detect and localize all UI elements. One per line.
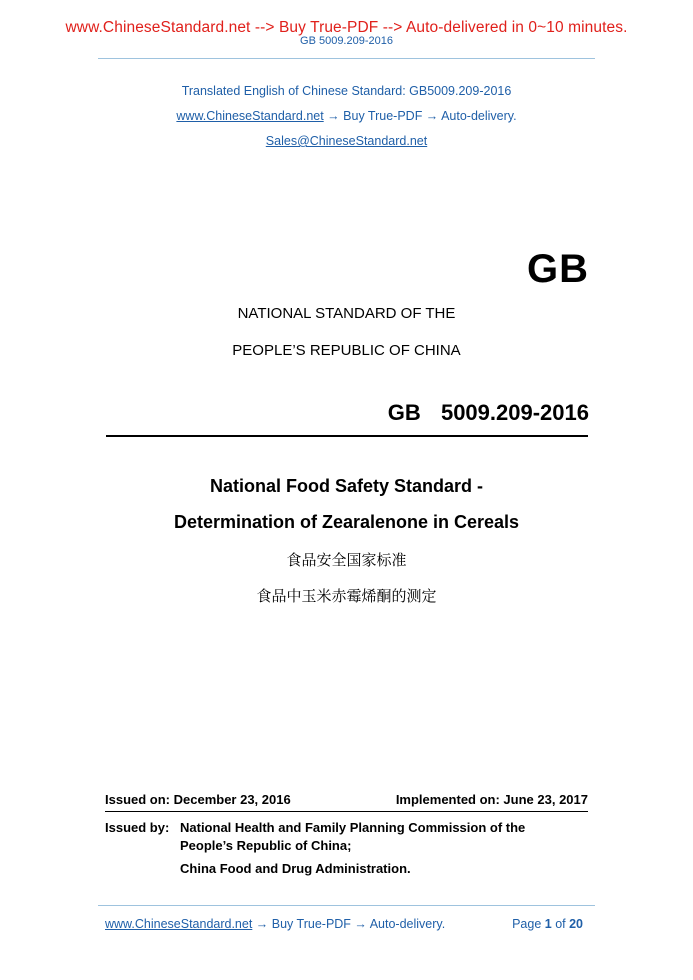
issued-on-date: Issued on: December 23, 2016 [105,792,291,807]
translation-note: Translated English of Chinese Standard: GB5009.209-2016 [181,84,512,98]
page-indicator [512,917,583,931]
national-standard-line1: NATIONAL STANDARD OF THE [237,305,456,322]
standard-number: GB 5009.209-2016 [387,400,589,425]
implemented-on-date: Implemented on: June 23, 2017 [395,792,588,807]
sales-line [0,134,693,148]
national-standard-line2: PEOPLE’S REPUBLIC OF CHINA [232,342,461,359]
top-banner[interactable]: www.ChineseStandard.net --> Buy True-PDF --> Auto-delivered in 0~10 minutes. [65,19,628,36]
site-link[interactable]: www.ChineseStandard.net [176,109,324,123]
footer-site-line [105,917,445,931]
footer-site-rest: → Buy True-PDF → Auto-delivery. [252,917,446,931]
title-english-line1: National Food Safety Standard - [209,476,484,496]
footer-site-link[interactable]: www.ChineseStandard.net [105,917,253,931]
sales-email-link[interactable]: Sales@ChineseStandard.net [265,134,428,148]
issuer-line3: China Food and Drug Administration. [180,861,411,876]
page-total: 20 [569,917,583,931]
issuer-line1: National Health and Family Planning Commission of the [180,820,526,835]
site-line-rest: → Buy True-PDF → Auto-delivery. [323,109,517,123]
header-divider [98,58,595,59]
title-chinese-line2: 食品中玉米赤霉烯酮的测定 [256,587,437,605]
title-english-line2: Determination of Zearalenone in Cereals [173,512,520,532]
issuer-line2: People’s Republic of China; [180,838,352,853]
title-divider [106,435,588,437]
title-chinese-line1: 食品安全国家标准 [286,551,407,569]
site-line [0,109,693,123]
page-current: 1 [544,917,552,931]
issued-by-label: Issued by: [105,820,170,835]
page-prefix: Page [512,917,545,931]
header-doc-number: GB 5009.209-2016 [300,35,393,47]
dates-divider [105,811,588,812]
gb-logo: GB [527,247,589,291]
footer-divider [98,905,595,906]
page-of: of [551,917,570,931]
